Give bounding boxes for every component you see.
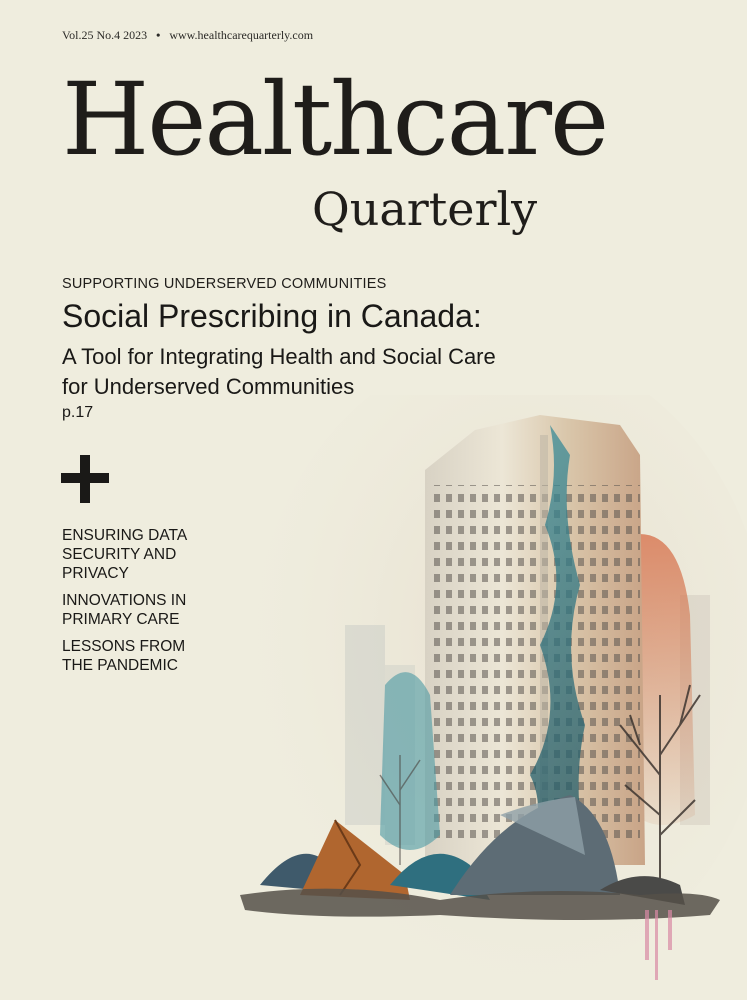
feature-deck-line: A Tool for Integrating Health and Social Care [62, 344, 496, 369]
teaser-list [62, 526, 252, 683]
teaser-line: INNOVATIONS IN [62, 592, 187, 609]
cover-illustration [240, 395, 747, 1000]
teaser-item [62, 526, 252, 583]
issue-volume: Vol.25 No.4 [62, 28, 121, 42]
teaser-item [62, 591, 252, 629]
masthead-title: Healthcare [62, 61, 608, 178]
feature-page-ref: p.17 [62, 404, 94, 421]
masthead-subtitle: Quarterly [312, 182, 538, 236]
plus-icon [61, 455, 109, 503]
feature-kicker: SUPPORTING UNDERSERVED COMMUNITIES [62, 276, 387, 292]
issue-year: 2023 [123, 28, 148, 42]
feature-headline: Social Prescribing in Canada: [62, 298, 482, 334]
issue-info [62, 28, 313, 43]
issue-separator: • [156, 28, 161, 42]
teaser-line: THE PANDEMIC [62, 657, 178, 674]
teaser-line: SECURITY AND [62, 546, 177, 563]
teaser-line: ENSURING DATA [62, 527, 188, 544]
website-link[interactable]: www.healthcarequarterly.com [169, 28, 314, 42]
teaser-item [62, 637, 252, 675]
teaser-line: LESSONS FROM [62, 638, 186, 655]
teaser-line: PRIMARY CARE [62, 611, 180, 628]
tower-block [425, 415, 645, 865]
feature-deck-line: for Underserved Communities [62, 374, 355, 399]
teaser-line: PRIVACY [62, 565, 129, 582]
feature-deck [62, 342, 622, 402]
